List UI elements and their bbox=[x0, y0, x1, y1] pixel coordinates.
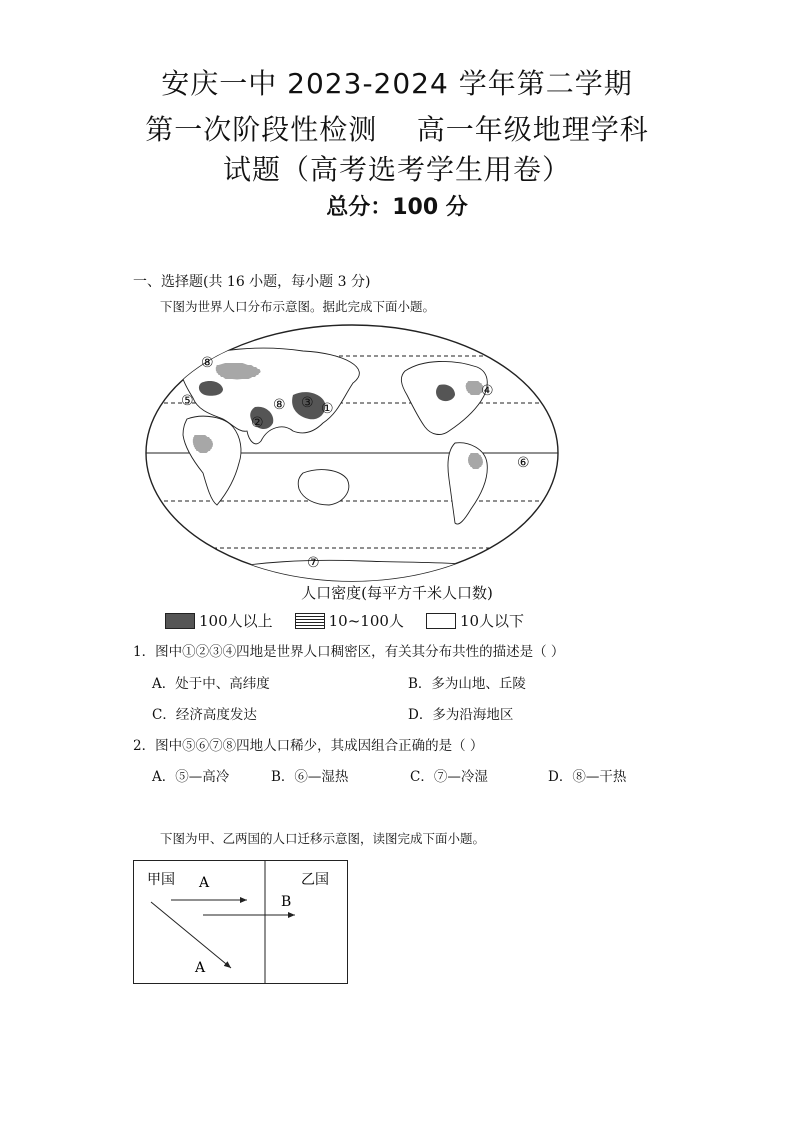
total-score: 总分：100 分 bbox=[326, 195, 468, 220]
exam-title-line-2: 第一次阶段性检测 高一年级地理学科 bbox=[145, 113, 649, 146]
marker-6: ⑥ bbox=[517, 455, 530, 471]
question-1-option-a[interactable]: A．处于中、高纬度 bbox=[152, 676, 270, 692]
question-2-option-b[interactable]: B．⑥—湿热 bbox=[271, 769, 349, 785]
marker-1: ① bbox=[321, 401, 334, 417]
map-legend bbox=[165, 610, 546, 631]
world-population-map bbox=[143, 323, 561, 583]
migration-diagram bbox=[133, 860, 348, 984]
exam-title-line-1: 安庆一中 2023-2024 学年第二学期 bbox=[161, 67, 633, 100]
question-2-option-a[interactable]: A．⑤—高冷 bbox=[152, 769, 230, 785]
marker-5: ⑤ bbox=[181, 393, 194, 409]
question-2-option-d[interactable]: D．⑧—干热 bbox=[548, 769, 627, 785]
legend-swatch-dark bbox=[165, 613, 195, 629]
legend-swatch-lined bbox=[295, 613, 325, 629]
question-1-option-d[interactable]: D．多为沿海地区 bbox=[408, 707, 514, 723]
map-intro: 下图为世界人口分布示意图。据此完成下面小题。 bbox=[160, 299, 436, 314]
marker-3: ③ bbox=[301, 395, 314, 411]
migration-intro: 下图为甲、乙两国的人口迁移示意图，读图完成下面小题。 bbox=[160, 831, 486, 846]
question-2-stem: 2．图中⑤⑥⑦⑧四地人口稀少，其成因组合正确的是（ ） bbox=[133, 738, 484, 754]
legend-sparse: 10人以下 bbox=[426, 610, 524, 631]
legend-swatch-blank bbox=[426, 613, 456, 629]
question-1-option-c[interactable]: C．经济高度发达 bbox=[152, 707, 257, 723]
map-caption: 人口密度(每平方千米人口数) bbox=[301, 584, 493, 602]
marker-4: ④ bbox=[481, 383, 494, 399]
section-heading: 一、选择题(共 16 小题，每小题 3 分) bbox=[133, 274, 371, 290]
arrow-label-a-top: A bbox=[199, 875, 210, 891]
country-jia-label: 甲国 bbox=[147, 872, 175, 888]
arrow-label-b: B bbox=[281, 894, 292, 910]
legend-medium: 10~100人 bbox=[295, 610, 404, 631]
arrow-label-a-bottom: A bbox=[195, 960, 206, 976]
marker-3b: ⑧ bbox=[201, 355, 214, 371]
exam-title-line-3: 试题（高考选考学生用卷） bbox=[222, 153, 571, 186]
country-yi-label: 乙国 bbox=[301, 872, 329, 888]
marker-2: ② bbox=[251, 415, 264, 431]
marker-8: ⑧ bbox=[273, 397, 286, 413]
question-1-stem: 1．图中①②③④四地是世界人口稠密区，有关其分布共性的描述是（ ） bbox=[133, 644, 565, 660]
question-1-option-b[interactable]: B．多为山地、丘陵 bbox=[408, 676, 526, 692]
marker-7: ⑦ bbox=[307, 555, 320, 571]
legend-dense: 100人以上 bbox=[165, 610, 273, 631]
question-2-option-c[interactable]: C．⑦—冷湿 bbox=[410, 769, 488, 785]
